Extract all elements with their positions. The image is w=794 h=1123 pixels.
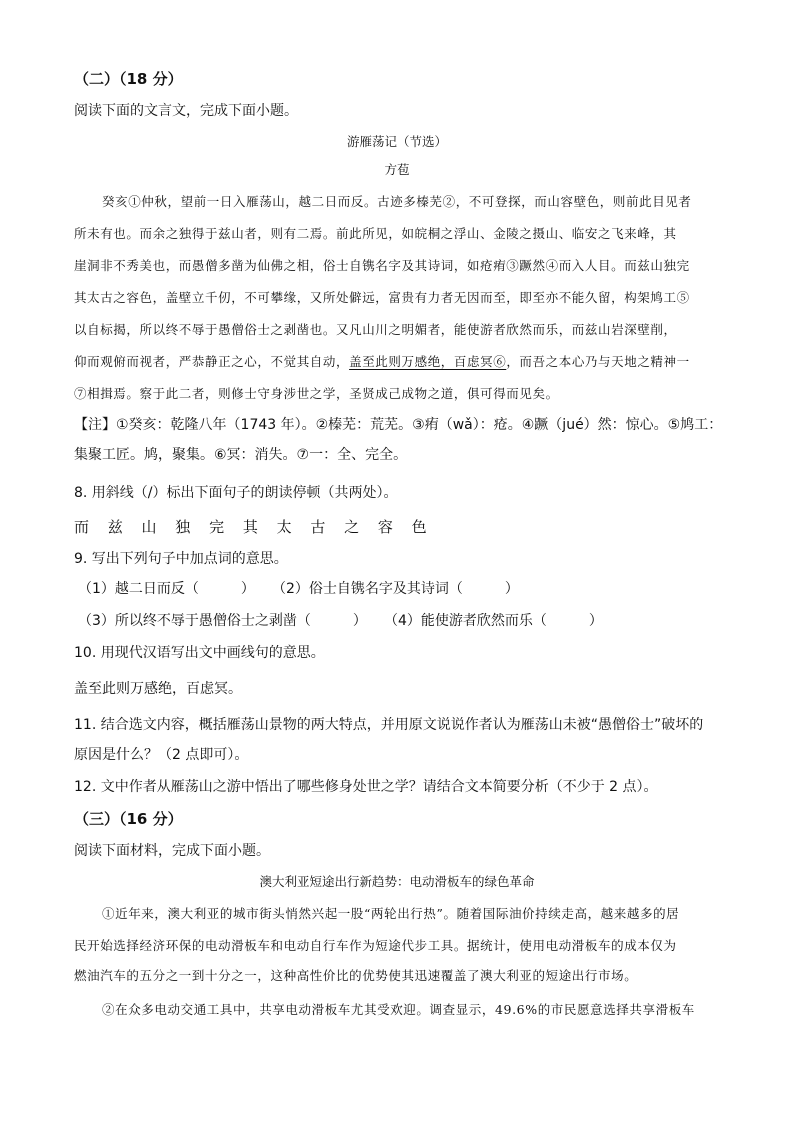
passage-text: ，而吾之本心乃与天地之精神一 — [506, 354, 690, 369]
question-11-line: 11. 结合选文内容，概括雁荡山景物的两大特点，并用原文说说作者认为雁荡山未被“愚僧俗士”破坏的 — [74, 717, 704, 733]
notes-line: 【注】①癸亥：乾隆八年（1743 年）。②榛芜：荒芜。③痏（wǎ）：疮。④蹶（jué）然：惊心。⑤鸠工： — [74, 417, 723, 433]
question-8: 8. 用斜线（/）标出下面句子的朗读停顿（共两处）。 — [74, 485, 398, 501]
passage-line: ⑦相揖焉。察于此二者，则修士守身涉世之学，圣贤成己成物之道，俱可得而见矣。 — [74, 386, 559, 401]
passage-line: 所未有也。而余之独得于兹山者，则有二焉。前此所见，如皖桐之浮山、金陵之摄山、临安之飞来峰，其 — [74, 226, 677, 241]
question-12: 12. 文中作者从雁荡山之游中悟出了哪些修身处世之学？请结合文本简要分析（不少于 2 点）。 — [74, 779, 658, 795]
section3-instruction: 阅读下面材料，完成下面小题。 — [74, 843, 270, 859]
notes-line: 集聚工匠。鸠，聚集。⑥冥：消失。⑦一：全、完全。 — [74, 447, 408, 463]
question-11-line: 原因是什么？（2 点即可）。 — [74, 747, 249, 763]
passage-text: 仰而观俯而视者，严恭静正之心，不觉其自动， — [74, 354, 350, 369]
passage-title: 游雁荡记（节选） — [346, 134, 447, 149]
passage-author: 方苞 — [384, 162, 410, 177]
question-9: 9. 写出下列句子中加点词的意思。 — [74, 551, 288, 567]
question-9-item-3: （3）所以终不辱于愚僧俗士之剥凿（ ） — [78, 613, 367, 629]
underlined-sentence: 盖至此则万感绝，百虑冥⑥ — [349, 354, 507, 369]
section3-heading: （三）（16 分） — [74, 810, 183, 828]
article-line: 燃油汽车的五分之一到十分之一，这种高性价比的优势使其迅速覆盖了澳大利亚的短途出行市场。 — [74, 968, 638, 983]
article-line: ②在众多电动交通工具中，共享电动滑板车尤其受欢迎。调查显示，49.6%的市民愿意选择共享滑板车 — [102, 1002, 695, 1017]
question-9-item-2: （2）俗士自镌名字及其诗词（ ） — [272, 581, 519, 597]
article-title: 澳大利亚短途出行新趋势：电动滑板车的绿色革命 — [259, 874, 535, 889]
article-line: 民开始选择经济环保的电动滑板车和电动自行车作为短途代步工具。据统计，使用电动滑板车的成本仅为 — [74, 938, 677, 953]
question-10-sentence: 盖至此则万感绝，百虑冥。 — [74, 681, 242, 697]
question-9-item-4: （4）能使游者欣然而乐（ ） — [384, 613, 603, 629]
passage-line — [74, 352, 690, 370]
passage-line: 癸亥①仲秋，望前一日入雁荡山，越二日而反。古迹多榛芜②，不可登探，而山容壁色，则前此目见者 — [102, 194, 692, 209]
question-10: 10. 用现代汉语写出文中画线句的意思。 — [74, 645, 325, 661]
question-9-item-1: （1）越二日而反（ ） — [78, 581, 255, 597]
section2-heading: （二）（18 分） — [74, 70, 183, 88]
article-line: ①近年来，澳大利亚的城市街头悄然兴起一股“两轮出行热”。随着国际油价持续走高，越来越多的居 — [102, 906, 680, 921]
passage-line: 以自标揭，所以终不辱于愚僧俗士之剥凿也。又凡山川之明媚者，能使游者欣然而乐，而兹山岩深壁削， — [74, 322, 677, 337]
passage-line: 其太古之容色，盖壁立千仞，不可攀缘，又所处僻远，富贵有力者无因而至，即至亦不能久留，构架鸠工⑤ — [74, 290, 690, 305]
question-8-sentence: 而 兹 山 独 完 其 太 古 之 容 色 — [74, 518, 434, 536]
passage-line: 崖洞非不秀美也，而愚僧多凿为仙佛之相，俗士自镌名字及其诗词，如疮痏③蹶然④而入人目。而兹山独完 — [74, 258, 690, 273]
section2-instruction: 阅读下面的文言文，完成下面小题。 — [74, 103, 298, 119]
